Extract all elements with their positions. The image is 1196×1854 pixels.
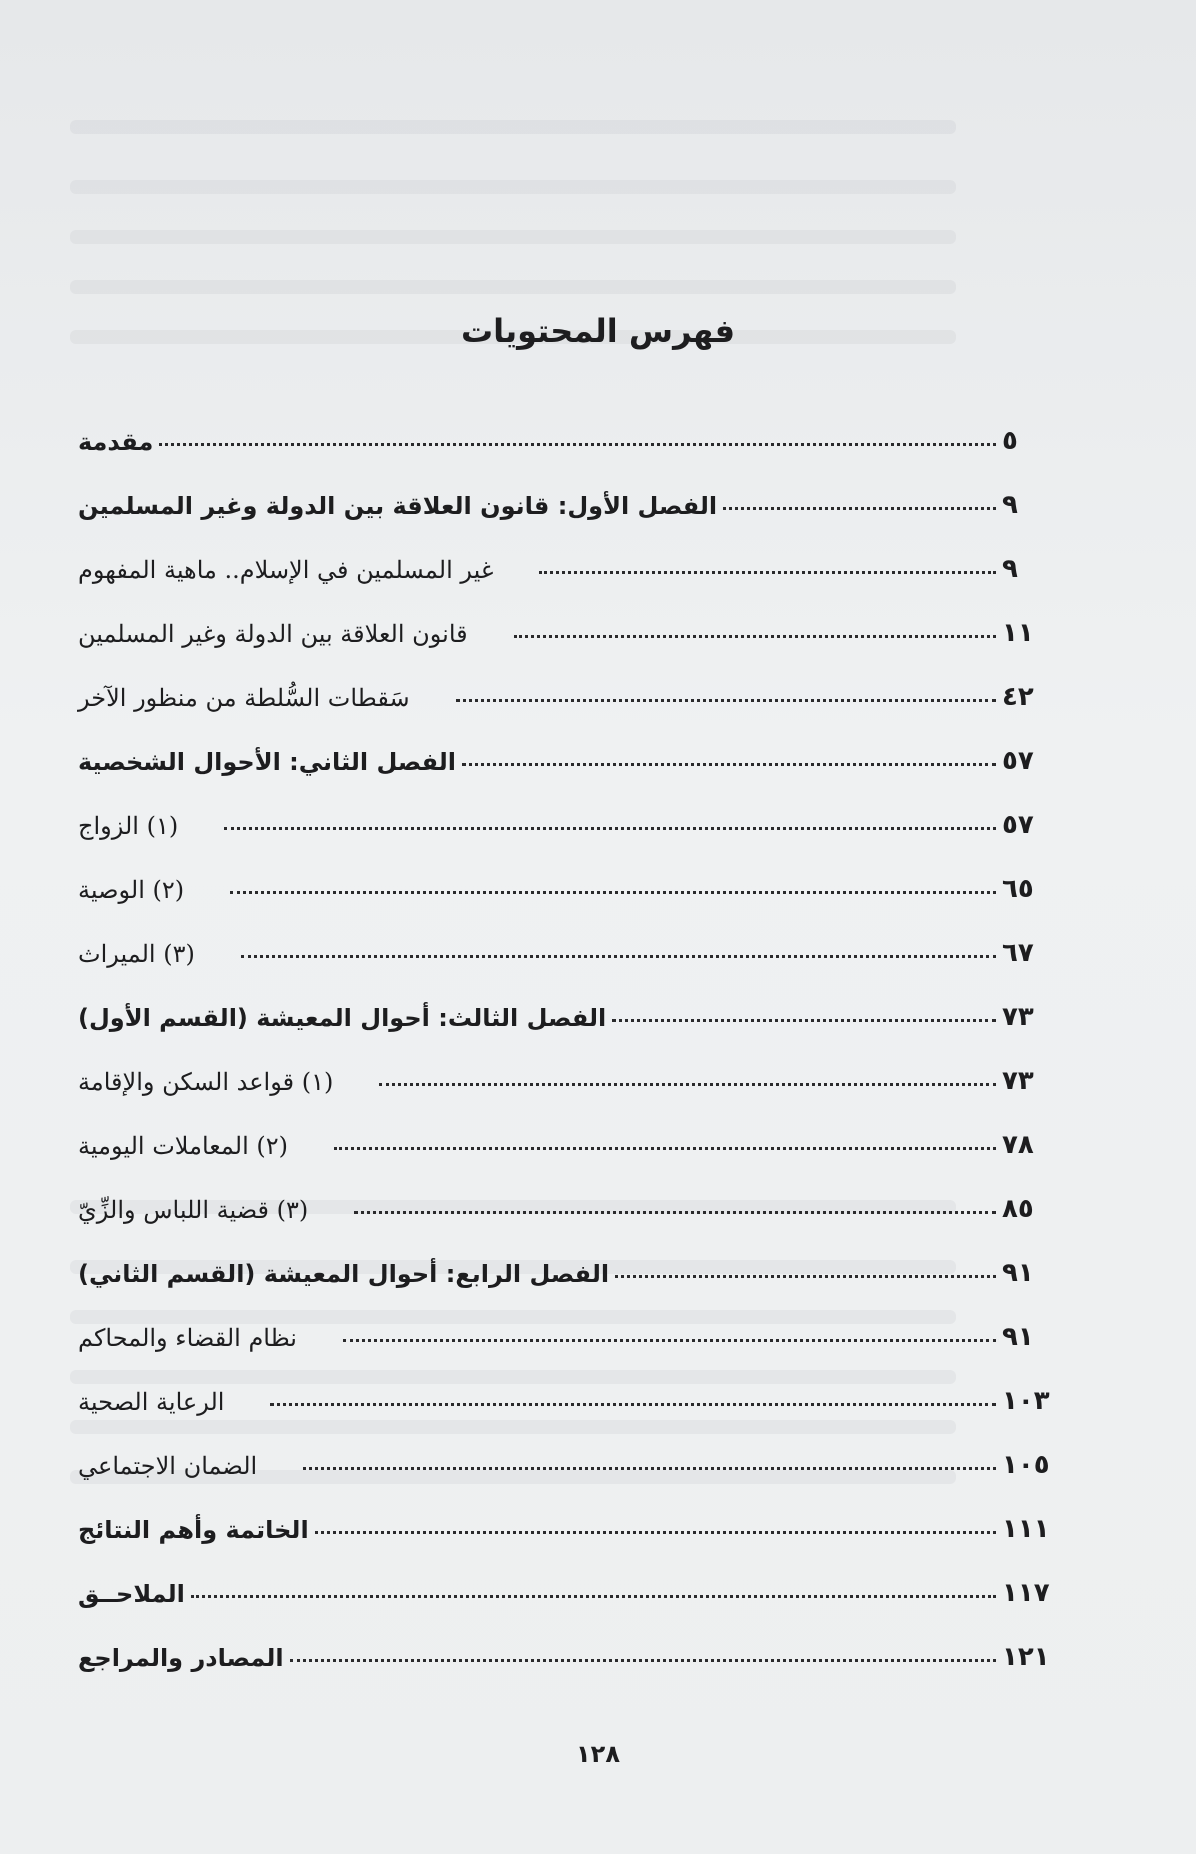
toc-entry-page: ٩	[1002, 554, 1018, 584]
toc-entry[interactable]	[70, 720, 1060, 776]
toc-entry[interactable]	[70, 848, 1060, 904]
toc-entry-page: ٩١	[1002, 1322, 1034, 1352]
toc-entry-page: ٩١	[1002, 1258, 1034, 1288]
dot-leader	[612, 1019, 996, 1022]
toc-entry-label: الفصل الرابع: أحوال المعيشة (القسم الثاني)	[78, 1260, 610, 1288]
toc-entry-page: ٦٧	[1002, 938, 1034, 968]
dot-leader	[456, 699, 996, 702]
dot-leader	[315, 1531, 996, 1534]
toc-entry-page: ١١	[1002, 618, 1034, 648]
toc-entry[interactable]	[70, 912, 1060, 968]
toc-entry-page: ٦٥	[1002, 874, 1034, 904]
toc-entry-label: (١) الزواج	[78, 812, 179, 840]
toc-entry-label: الفصل الأول: قانون العلاقة بين الدولة وغير المسلمين	[78, 492, 718, 520]
toc-entry-page: ٤٢	[1002, 682, 1034, 712]
toc-entry-page: ٥٧	[1002, 810, 1034, 840]
toc-entry-page: ٧٨	[1002, 1130, 1034, 1160]
toc-entry-label: الرعاية الصحية	[78, 1388, 225, 1416]
dot-leader	[303, 1467, 996, 1470]
toc-entry-label: الملاحــق	[78, 1580, 185, 1608]
toc-entry-label: مقدمة	[78, 428, 154, 456]
toc-entry[interactable]	[70, 400, 1060, 456]
toc-entry-page: ٧٣	[1002, 1002, 1034, 1032]
page-number: ١٢٨	[576, 1740, 620, 1768]
toc-entry-label: (٣) قضية اللباس والزِّيّ	[78, 1196, 309, 1224]
dot-leader	[723, 507, 996, 510]
toc-entry[interactable]	[70, 1296, 1060, 1352]
toc-entry-label: غير المسلمين في الإسلام.. ماهية المفهوم	[78, 556, 494, 584]
dot-leader	[224, 827, 996, 830]
dot-leader	[159, 443, 996, 446]
toc-entry-label: سَقطات السُّلطة من منظور الآخر	[78, 684, 410, 712]
toc-entry-label: المصادر والمراجع	[78, 1644, 284, 1672]
dot-leader	[539, 571, 996, 574]
toc-entry-page: ١٠٣	[1002, 1386, 1050, 1416]
toc-entry[interactable]	[70, 1168, 1060, 1224]
toc-entry-page: ٥	[1002, 426, 1018, 456]
toc-entry[interactable]	[70, 784, 1060, 840]
toc-entry[interactable]	[70, 1040, 1060, 1096]
toc-entry-page: ١١١	[1002, 1514, 1050, 1544]
dot-leader	[191, 1595, 996, 1598]
toc-entry[interactable]	[70, 528, 1060, 584]
toc-entry[interactable]	[70, 1488, 1060, 1544]
toc-entry-label: الخاتمة وأهم النتائج	[78, 1516, 309, 1544]
toc-entry-label: نظام القضاء والمحاكم	[78, 1324, 297, 1352]
dot-leader	[514, 635, 996, 638]
toc-entry[interactable]	[70, 1360, 1060, 1416]
toc-entry-page: ٩	[1002, 490, 1018, 520]
dot-leader	[334, 1147, 996, 1150]
dot-leader	[354, 1211, 996, 1214]
toc-entry[interactable]	[70, 1552, 1060, 1608]
toc-entry-label: (٣) الميراث	[78, 940, 195, 968]
toc-entry-label: الفصل الثالث: أحوال المعيشة (القسم الأول)	[78, 1004, 607, 1032]
toc-title: فهرس المحتويات	[460, 312, 736, 350]
toc-entry-label: الضمان الاجتماعي	[78, 1452, 258, 1480]
dot-leader	[230, 891, 996, 894]
toc-entry[interactable]	[70, 656, 1060, 712]
dot-leader	[615, 1275, 996, 1278]
toc-entry-page: ١١٧	[1002, 1578, 1050, 1608]
dot-leader	[343, 1339, 996, 1342]
toc-entry-page: ٥٧	[1002, 746, 1034, 776]
dot-leader	[270, 1403, 996, 1406]
toc-entry-label: (٢) الوصية	[78, 876, 185, 904]
toc-entry[interactable]	[70, 464, 1060, 520]
toc-entry-page: ١٠٥	[1002, 1450, 1050, 1480]
toc-entry-page: ٧٣	[1002, 1066, 1034, 1096]
toc-entry[interactable]	[70, 1616, 1060, 1672]
toc-entry-label: (١) قواعد السكن والإقامة	[78, 1068, 334, 1096]
toc-entry[interactable]	[70, 976, 1060, 1032]
toc-entry[interactable]	[70, 1424, 1060, 1480]
dot-leader	[290, 1659, 996, 1662]
toc-entry-label: (٢) المعاملات اليومية	[78, 1132, 288, 1160]
toc-entry-page: ١٢١	[1002, 1642, 1050, 1672]
toc-entry[interactable]	[70, 1232, 1060, 1288]
toc-entry[interactable]	[70, 1104, 1060, 1160]
toc-entry-page: ٨٥	[1002, 1194, 1034, 1224]
toc-entry-label: الفصل الثاني: الأحوال الشخصية	[78, 748, 457, 776]
dot-leader	[241, 955, 996, 958]
dot-leader	[462, 763, 996, 766]
toc-entry[interactable]	[70, 592, 1060, 648]
dot-leader	[379, 1083, 996, 1086]
toc-entry-label: قانون العلاقة بين الدولة وغير المسلمين	[78, 620, 468, 648]
